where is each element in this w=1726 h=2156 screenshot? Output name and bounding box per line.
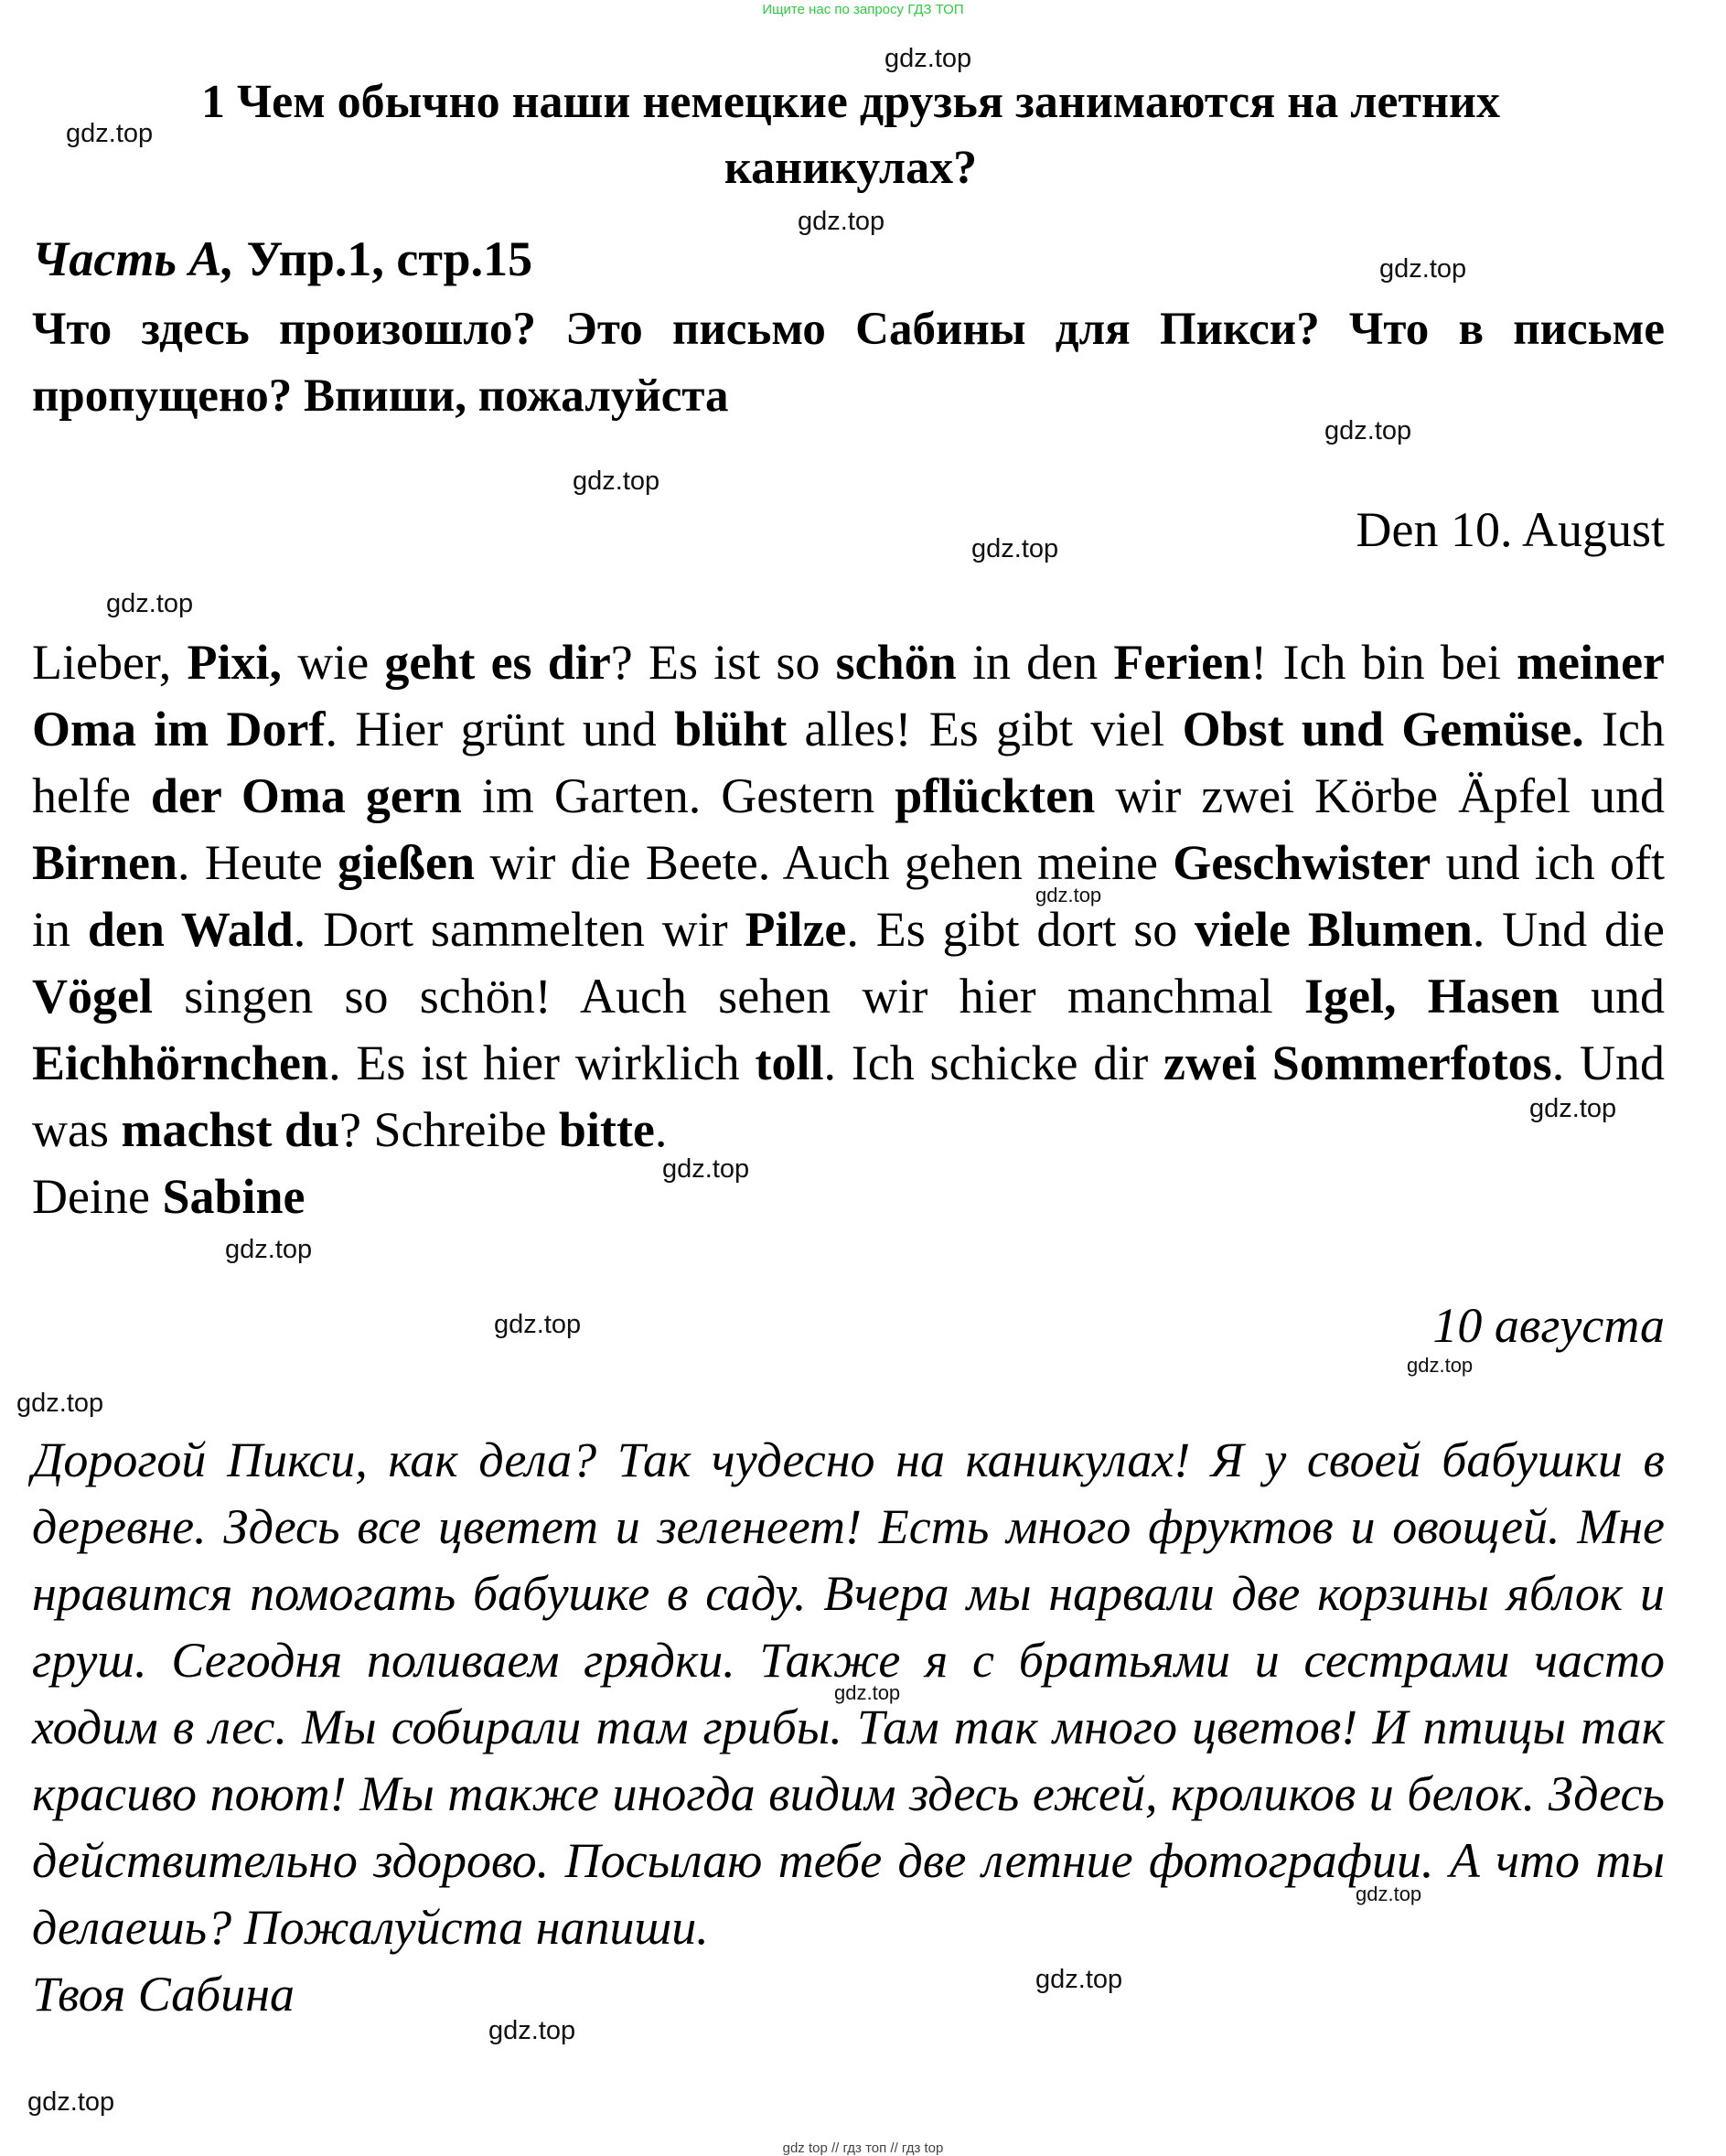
letter-de-body: [32, 629, 1665, 1164]
filled-word: den Wald: [87, 902, 294, 957]
watermark: gdz.top: [106, 589, 194, 618]
letter-text: alles! Es gibt viel: [787, 702, 1183, 756]
watermark: gdz.top: [884, 44, 972, 73]
filled-word: Ferien: [1113, 635, 1251, 690]
filled-word: bitte: [558, 1102, 655, 1157]
letter-text: . Und die: [1472, 902, 1665, 957]
letter-text: . Und was: [32, 1035, 1665, 1157]
letter-text: Ich helfe: [32, 702, 1666, 823]
filled-word: zwei Sommerfotos: [1163, 1035, 1552, 1090]
watermark: gdz.top: [1407, 1354, 1474, 1377]
letter-text: wie: [281, 635, 385, 690]
filled-word: machst du: [121, 1102, 340, 1157]
footer-watermark: gdz top // гдз топ // гдз top: [782, 2140, 944, 2156]
watermark: gdz.top: [16, 1389, 104, 1418]
letter-text: und ich oft in: [32, 835, 1665, 957]
letter-text: . Heute: [177, 835, 338, 890]
letter-ru-closing: Твоя Сабина: [32, 1967, 295, 2022]
watermark: gdz.top: [225, 1235, 313, 1264]
letter-text: . Ich schicke dir: [823, 1035, 1164, 1090]
letter-de-closing: [32, 1164, 1665, 1230]
letter-text: wir die Beete. Auch gehen meine: [475, 835, 1174, 890]
watermark: gdz.top: [834, 1681, 901, 1704]
watermark: gdz.top: [1035, 1965, 1123, 1994]
watermark: gdz.top: [971, 534, 1059, 563]
letter-de-closing-text: Deine: [32, 1169, 163, 1224]
watermark: gdz.top: [798, 207, 885, 236]
watermark: gdz.top: [488, 2016, 576, 2045]
letter-text: ! Ich bin bei: [1250, 635, 1517, 690]
letter-text: ? Schreibe: [339, 1102, 559, 1157]
letter-ru-body: Дорогой Пикси, как дела? Так чудесно на каникулах! Я у своей бабушки в деревне. Здесь все цветет и зеленеет! Есть много фруктов и овощей. Мне нравится помогать бабушке в саду. Вчера мы нарвали две корзины яблок и груш. Сегодня поливаем грядки. Также я с братьями и сестрами часто ходим в лес. Мы собирали там грибы. Там так много цветов! И птицы так красиво поют! Мы также иногда видим здесь ежей, кроликов и белок. Здесь действительно здорово. Посылаю тебе две летние фотографии. А что ты делаешь? Пожалуйста напиши.: [32, 1432, 1665, 1955]
filled-word: blüht: [674, 702, 788, 756]
filled-word: Pixi,: [187, 635, 282, 690]
letter-de: [32, 629, 1665, 1230]
filled-word: Eichhörnchen: [32, 1035, 329, 1090]
filled-word: toll: [755, 1035, 824, 1090]
letter-text: im Garten. Gestern: [461, 768, 895, 823]
watermark: gdz.top: [27, 2087, 115, 2117]
letter-de-signature: Sabine: [162, 1169, 306, 1224]
letter-text: in den: [956, 635, 1114, 690]
watermark: gdz.top: [1035, 884, 1102, 906]
letter-text: . Dort sammelten wir: [293, 902, 745, 957]
exercise-title: [32, 231, 532, 287]
filled-word: Vögel: [32, 969, 153, 1024]
filled-word: Birnen: [32, 835, 178, 890]
watermark: gdz.top: [1324, 416, 1412, 445]
letter-text: .: [654, 1102, 668, 1157]
exercise-part: Часть A,: [32, 231, 235, 286]
letter-text: Lieber,: [32, 635, 188, 690]
letter-text: wir zwei Körbe Äpfel und: [1095, 768, 1666, 823]
filled-word: Igel, Hasen: [1303, 969, 1560, 1024]
filled-word: Geschwister: [1173, 835, 1431, 890]
watermark: gdz.top: [66, 119, 154, 148]
letter-text: ? Es ist so: [610, 635, 836, 690]
letter-de-date: Den 10. August: [1356, 502, 1665, 557]
top-note: Ищите нас по запросу ГДЗ ТОП: [762, 2, 964, 17]
exercise-number: Упр.1, стр.15: [234, 231, 533, 286]
watermark: gdz.top: [662, 1154, 750, 1184]
exercise-task: Что здесь произошло? Это письмо Сабины для Пикси? Что в письме пропущено? Впиши, пожалуйста: [32, 304, 1665, 422]
watermark: gdz.top: [1529, 1094, 1617, 1123]
watermark: gdz.top: [1356, 1882, 1422, 1905]
letter-text: singen so schön! Auch sehen wir hier manchmal: [152, 969, 1304, 1024]
watermark: gdz.top: [573, 467, 660, 496]
filled-word: meiner Oma im Dorf: [32, 635, 1665, 756]
filled-word: gießen: [338, 835, 476, 890]
filled-word: Obst und Gemüse.: [1182, 702, 1584, 756]
filled-word: viele Blumen: [1195, 902, 1473, 957]
letter-text: . Es ist hier wirklich: [328, 1035, 756, 1090]
filled-word: der Oma gern: [150, 768, 462, 823]
filled-word: pflückten: [895, 768, 1096, 823]
page-heading: 1 Чем обычно наши немецкие друзья занимаются на летних каникулах?: [201, 76, 1500, 194]
watermark: gdz.top: [1379, 254, 1467, 284]
letter-ru: [32, 1427, 1665, 2028]
filled-word: geht es dir: [384, 635, 611, 690]
filled-word: schön: [835, 635, 957, 690]
letter-text: . Hier grünt und: [325, 702, 675, 756]
watermark: gdz.top: [494, 1310, 582, 1339]
filled-word: Pilze: [745, 902, 847, 957]
letter-text: und: [1559, 969, 1666, 1024]
letter-ru-date: 10 августа: [1432, 1298, 1665, 1353]
letter-text: . Es gibt dort so: [846, 902, 1195, 957]
